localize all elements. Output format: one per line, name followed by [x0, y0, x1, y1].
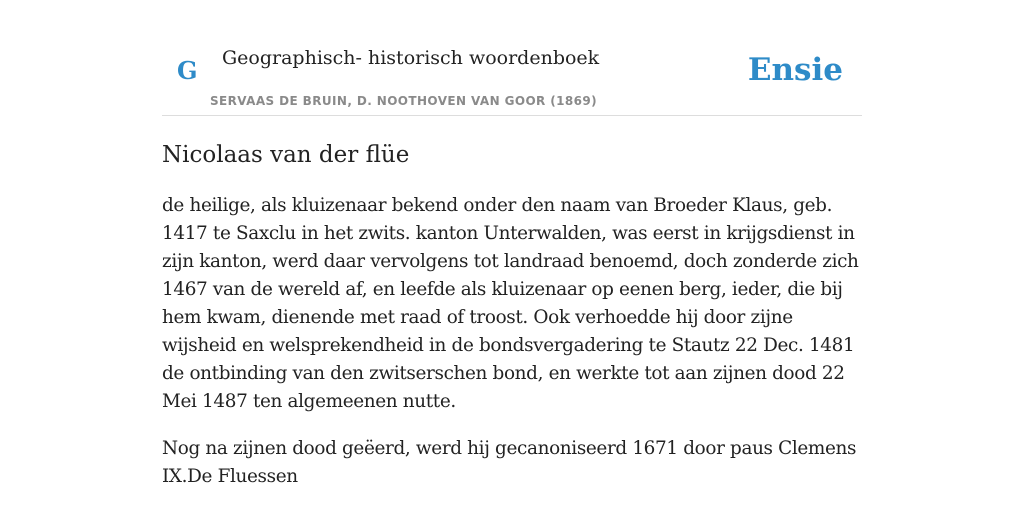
page — [162, 0, 862, 487]
entry-paragraph: Nog na zijnen dood geëerd, werd hij gecanoniseerd 1671 door paus Clemens IX.De Fluessen — [162, 438, 857, 487]
ensie-logo-link[interactable]: Ensie — [747, 52, 843, 88]
book-header — [162, 0, 862, 116]
book-author: SERVAAS DE BRUIN, D. NOOTHOVEN VAN GOOR (1869) — [210, 94, 598, 108]
book-title-link[interactable]: Geographisch- historisch woordenboek — [222, 47, 600, 69]
entry-title: Nicolaas van der flüe — [162, 142, 410, 168]
entry-body — [162, 192, 862, 510]
entry-paragraph: de heilige, als kluizenaar bekend onder den naam van Broeder Klaus, geb. 1417 te Saxclu in het zwits. kanton Unterwalden, was eerst in krijgsdienst in zijn kanton, werd daar vervolgens tot landraad benoemd, doch zonderde zich 1467 van de wereld af, en leefde als kluizenaar op eenen berg, ieder, die bij hem kwam, dienende met raad of troost. Ook verhoedde hij door zijne wijsheid en welsprekendheid in de bondsvergadering te Stautz 22 Dec. 1481 de ontbinding van den zwitserschen bond, en werkte tot aan zijnen dood 22 Mei 1487 ten algemeenen nutte. — [162, 195, 859, 412]
book-letter[interactable]: G — [177, 56, 198, 85]
